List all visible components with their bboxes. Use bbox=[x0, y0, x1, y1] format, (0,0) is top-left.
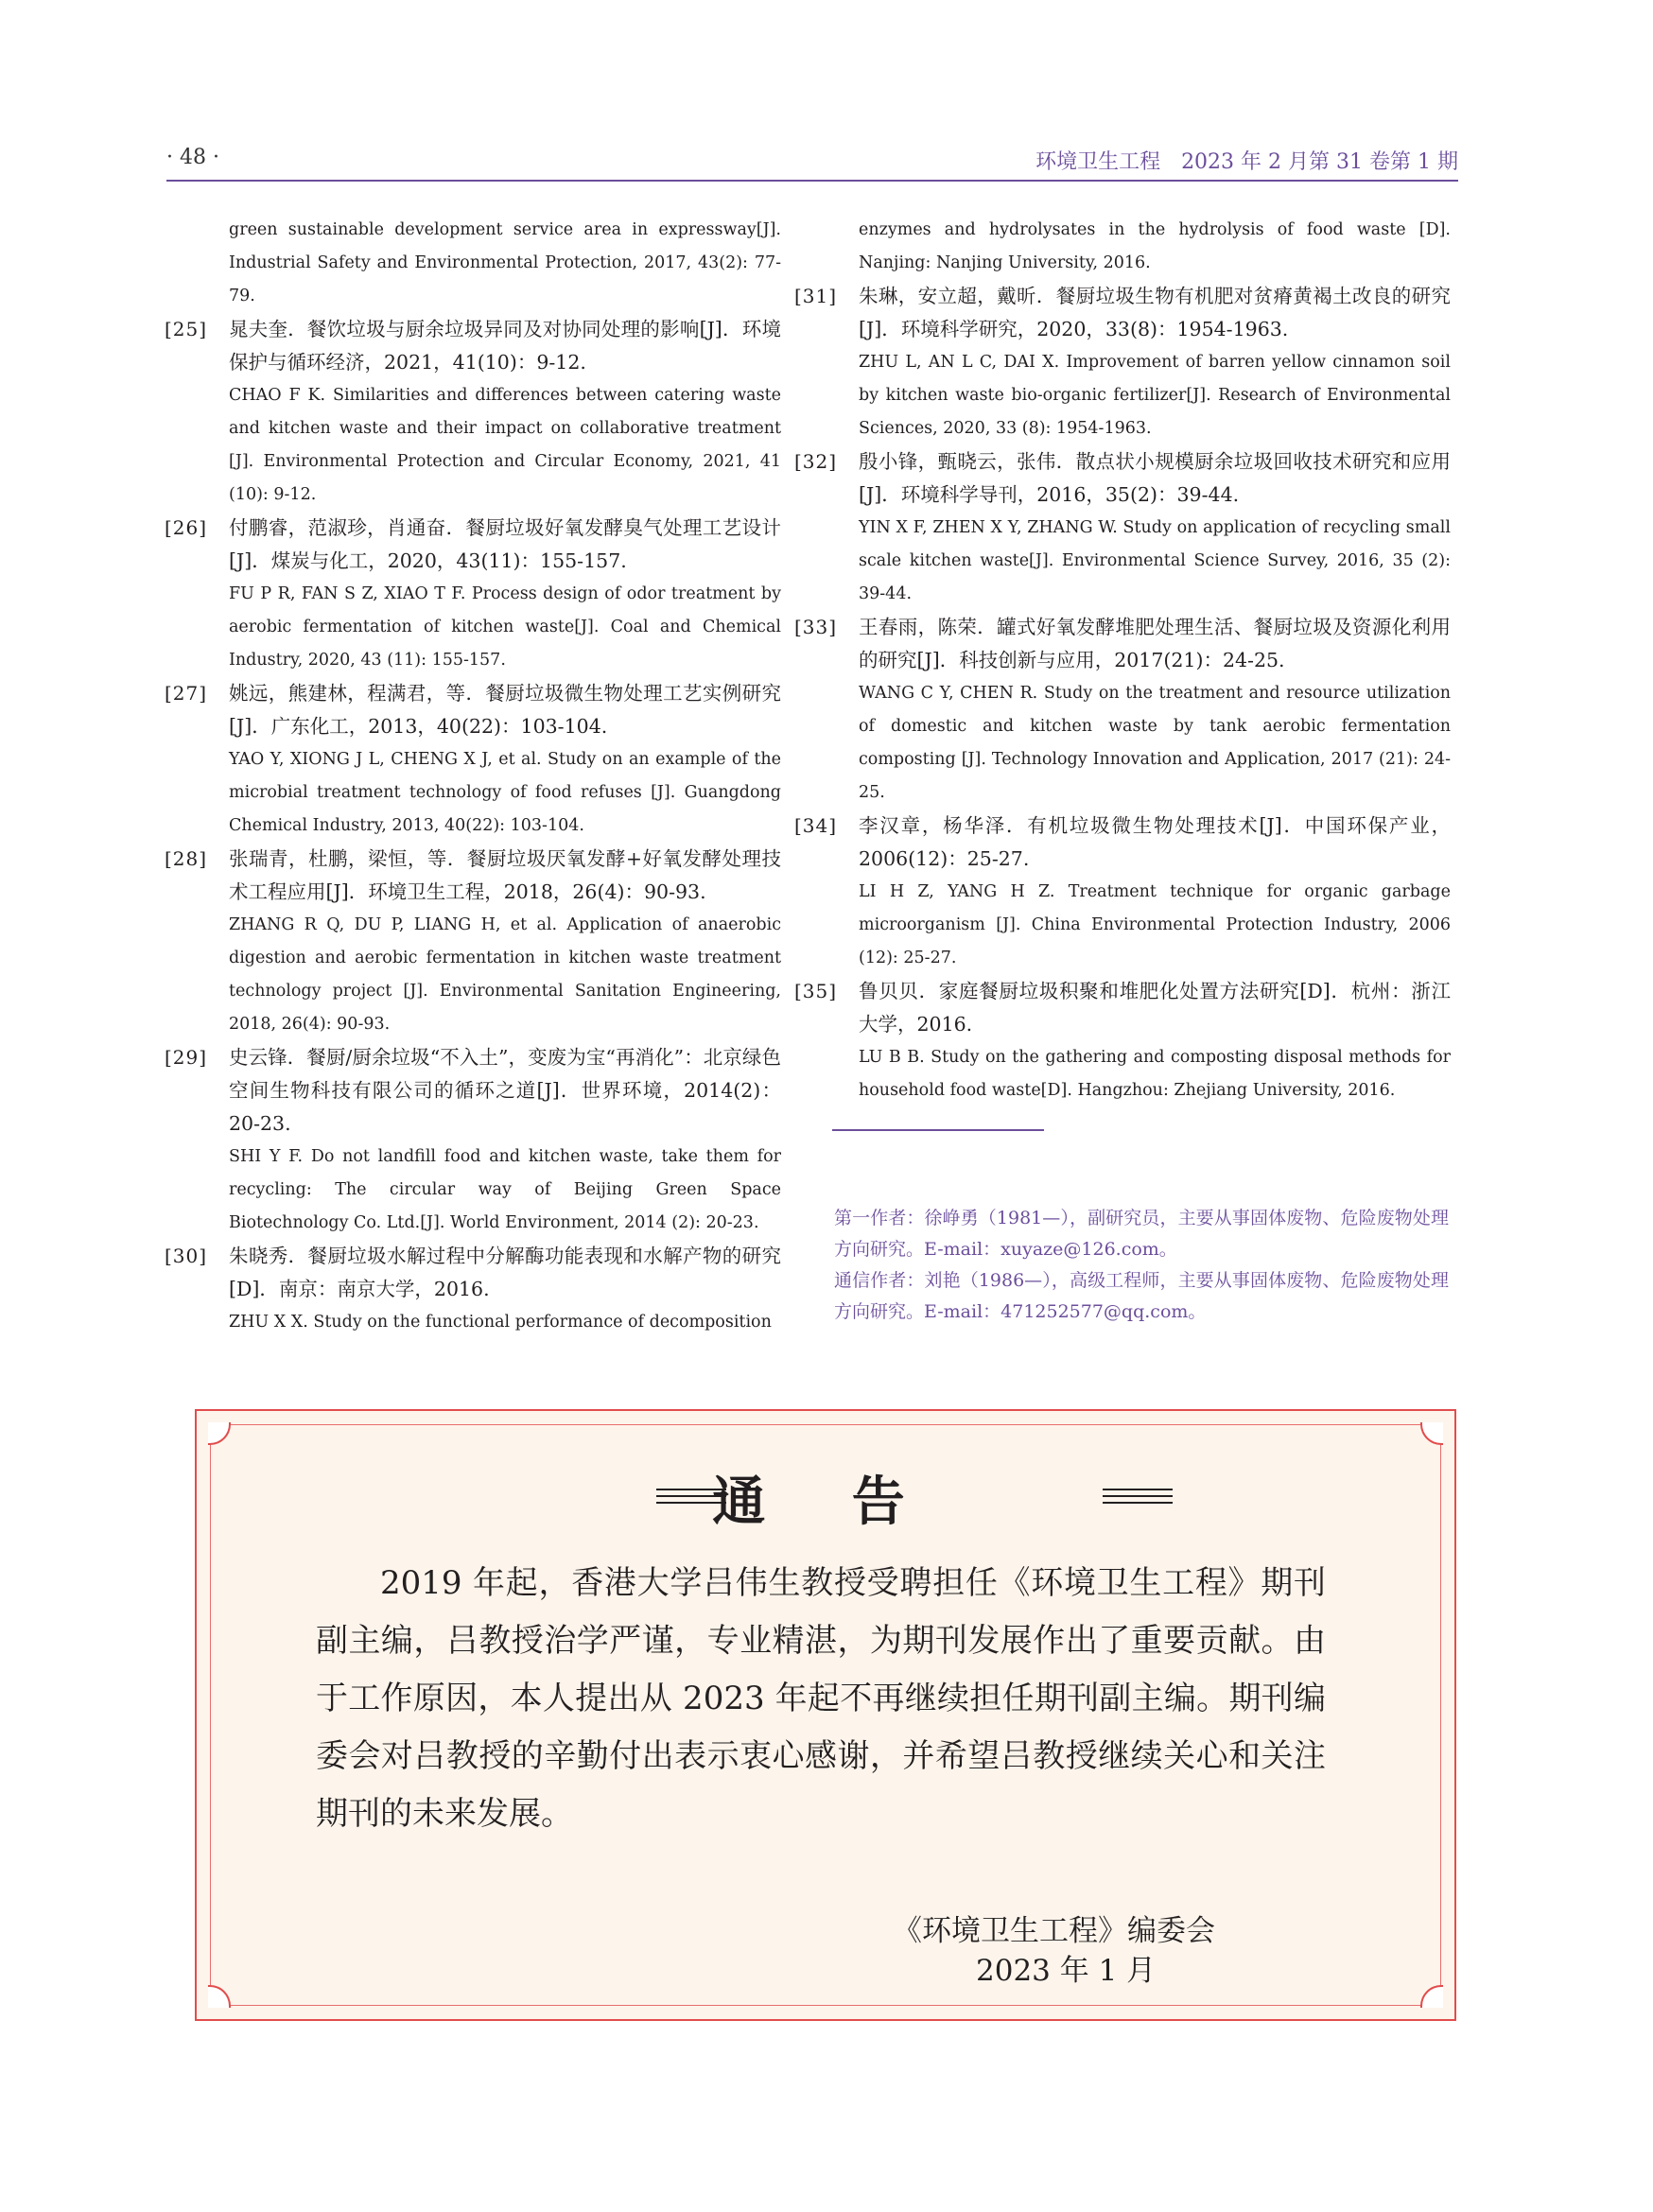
reference-chinese: 朱琳，安立超，戴昕．餐厨垃圾生物有机肥对贫瘠黄褐土改良的研究[J]．环境科学研究，2020，33(8)：1954-1963. bbox=[859, 285, 1451, 340]
reference-chinese: 史云锋．餐厨/厨余垃圾“不入土”，变废为宝“再消化”：北京绿色空间生物科技有限公司的循环之道[J]．世界环境，2014(2)：20-23. bbox=[229, 1046, 781, 1135]
references-left-column bbox=[165, 214, 781, 1339]
reference-english: FU P R, FAN S Z, XIAO T F. Process design of odor treatment by aerobic fermentation of kitchen waste[J]. Coal and Chemical Industry, 2020, 43 (11): 155-157. bbox=[229, 584, 781, 670]
reference-english: CHAO F K. Similarities and differences between catering waste and kitchen waste and their impact on collaborative treatment [J]. Environmental Protection and Circular Economy, 2021, 41 (10): 9-12. bbox=[229, 386, 781, 504]
notice-title: 通 告 bbox=[712, 1472, 939, 1533]
reference-number: [26] bbox=[165, 516, 208, 539]
frame-corner bbox=[208, 1985, 231, 2008]
reference-english: YAO Y, XIONG J L, CHENG X J, et al. Study on an example of the microbial treatment technology of food refuses [J]. Guangdong Chemical Industry, 2013, 40(22): 103-104. bbox=[229, 750, 781, 835]
reference-item bbox=[165, 843, 781, 1041]
frame-corner bbox=[208, 1422, 231, 1445]
title-ornament-right bbox=[1103, 1489, 1173, 1504]
references-right-column bbox=[794, 214, 1451, 1107]
reference-number: [33] bbox=[794, 616, 838, 638]
reference-english: WANG C Y, CHEN R. Study on the treatment and resource utilization of domestic and kitchen waste by tank aerobic fermentation composting [J]. Technology Innovation and Application, 2017 (21): 24-25. bbox=[859, 684, 1451, 802]
reference-item bbox=[165, 313, 781, 512]
reference-english: ZHANG R Q, DU P, LIANG H, et al. Application of anaerobic digestion and aerobic fermentation in kitchen waste treatment technology project [J]. Environmental Sanitation Engineering, 2018, 26(4): 90-93. bbox=[229, 915, 781, 1034]
reference-chinese: 晁夫奎．餐饮垃圾与厨余垃圾异同及对协同处理的影响[J]．环境保护与循环经济，2021，41(10)：9-12. bbox=[229, 318, 781, 374]
reference-chinese: 殷小锋，甄晓云，张伟．散点状小规模厨余垃圾回收技术研究和应用[J]．环境科学导刊，2016，35(2)：39-44. bbox=[859, 450, 1451, 506]
reference-item bbox=[794, 975, 1451, 1107]
reference-item bbox=[165, 1041, 781, 1240]
reference-number: [25] bbox=[165, 318, 208, 340]
reference-chinese: 朱晓秀．餐厨垃圾水解过程中分解酶功能表现和水解产物的研究[D]．南京：南京大学，2016. bbox=[229, 1245, 781, 1300]
reference-chinese: 姚远，熊建林，程满君，等．餐厨垃圾微生物处理工艺实例研究[J]．广东化工，2013，40(22)：103-104. bbox=[229, 682, 781, 738]
page-number: · 48 · bbox=[166, 146, 219, 169]
reference-english: green sustainable development service area in expressway[J]. Industrial Safety and Environmental Protection, 2017, 43(2): 77-79. bbox=[229, 220, 781, 305]
reference-item bbox=[794, 280, 1451, 445]
reference-chinese: 付鹏睿，范淑珍，肖通奋．餐厨垃圾好氧发酵臭气处理工艺设计[J]．煤炭与化工，2020，43(11)：155-157. bbox=[229, 516, 781, 572]
reference-number: [27] bbox=[165, 682, 208, 705]
first-author-note: 第一作者：徐峥勇（1981—），副研究员，主要从事固体废物、危险废物处理方向研究。E-mail：xuyaze@126.com。 bbox=[834, 1208, 1449, 1260]
reference-item bbox=[165, 677, 781, 843]
reference-chinese: 鲁贝贝．家庭餐厨垃圾积聚和堆肥化处置方法研究[D]．杭州：浙江大学，2016. bbox=[859, 980, 1451, 1036]
reference-item bbox=[794, 611, 1451, 810]
reference-chinese: 王春雨，陈荣．罐式好氧发酵堆肥处理生活、餐厨垃圾及资源化利用的研究[J]．科技创新与应用，2017(21)：24-25. bbox=[859, 616, 1451, 671]
reference-chinese: 李汉章，杨华泽．有机垃圾微生物处理技术[J]．中国环保产业，2006(12)：25-27. bbox=[859, 814, 1451, 870]
reference-item bbox=[165, 512, 781, 677]
reference-english: ZHU L, AN L C, DAI X. Improvement of barren yellow cinnamon soil by kitchen waste bio-organic fertilizer[J]. Research of Environmental Sciences, 2020, 33 (8): 1954-1963. bbox=[859, 353, 1451, 438]
reference-number: [30] bbox=[165, 1245, 208, 1267]
notice-body: 2019 年起，香港大学吕伟生教授受聘担任《环境卫生工程》期刊副主编，吕教授治学严谨，专业精湛，为期刊发展作出了重要贡献。由于工作原因，本人提出从 2023 年起不再继续担任期刊副主编。期刊编委会对吕教授的辛勤付出表示衷心感谢，并希望吕教授继续关心和关注期刊的未来发展。 bbox=[316, 1564, 1326, 1833]
journal-title: 环境卫生工程 2023 年 2 月第 31 卷第 1 期 bbox=[1035, 150, 1458, 174]
reference-number: [34] bbox=[794, 814, 838, 837]
reference-chinese: 张瑞青，杜鹏，梁恒，等．餐厨垃圾厌氧发酵+好氧发酵处理技术工程应用[J]．环境卫生工程，2018，26(4)：90-93. bbox=[229, 847, 781, 903]
page-header bbox=[166, 142, 1458, 182]
footnote-divider bbox=[832, 1129, 1044, 1131]
reference-number: [28] bbox=[165, 847, 208, 870]
reference-item bbox=[165, 1240, 781, 1339]
reference-continuation bbox=[832, 214, 1451, 280]
frame-corner bbox=[1420, 1422, 1443, 1445]
author-footnotes bbox=[834, 1203, 1449, 1328]
reference-english: YIN X F, ZHEN X Y, ZHANG W. Study on application of recycling small scale kitchen waste[J]. Environmental Science Survey, 2016, 35 (2): 39-44. bbox=[859, 518, 1451, 603]
reference-english: SHI Y F. Do not landfill food and kitchen waste, take them for recycling: The circular way of Beijing Green Space Biotechnology Co. Ltd.[J]. World Environment, 2014 (2): 20-23. bbox=[229, 1147, 781, 1232]
reference-item bbox=[794, 810, 1451, 975]
reference-english: LI H Z, YANG H Z. Treatment technique for organic garbage microorganism [J]. China Environmental Protection Industry, 2006 (12): 25-27. bbox=[859, 882, 1451, 967]
reference-english: ZHU X X. Study on the functional performance of decomposition bbox=[229, 1313, 772, 1332]
corresponding-author-note: 通信作者：刘艳（1986—），高级工程师，主要从事固体废物、危险废物处理方向研究。E-mail：471252577@qq.com。 bbox=[834, 1270, 1449, 1322]
reference-number: [35] bbox=[794, 980, 838, 1002]
notice-date: 2023 年 1 月 bbox=[976, 1954, 1157, 1988]
reference-english: enzymes and hydrolysates in the hydrolysis of food waste [D]. Nanjing: Nanjing University, 2016. bbox=[859, 220, 1451, 272]
frame-corner bbox=[1420, 1985, 1443, 2008]
reference-continuation bbox=[202, 214, 781, 313]
notice-box bbox=[195, 1409, 1456, 2021]
reference-number: [29] bbox=[165, 1046, 208, 1069]
reference-english: LU B B. Study on the gathering and composting disposal methods for household food waste[D]. Hangzhou: Zhejiang University, 2016. bbox=[859, 1048, 1451, 1100]
reference-number: [32] bbox=[794, 450, 838, 473]
reference-item bbox=[794, 445, 1451, 611]
reference-number: [31] bbox=[794, 285, 838, 307]
notice-signature: 《环境卫生工程》编委会 bbox=[893, 1914, 1215, 1948]
